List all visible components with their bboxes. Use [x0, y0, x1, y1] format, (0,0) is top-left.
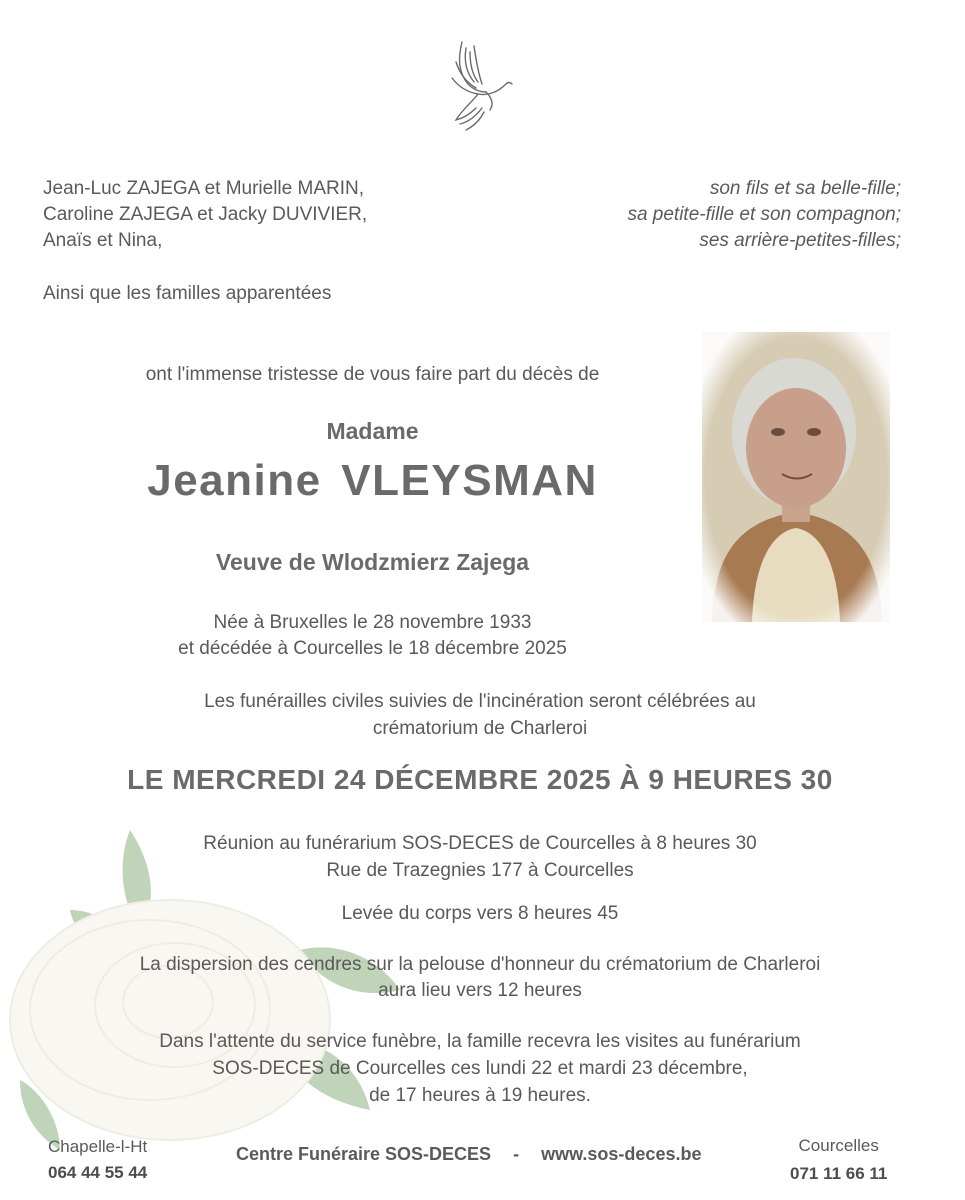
company-name: Centre Funéraire SOS-DECES	[236, 1144, 492, 1164]
family-names	[43, 176, 367, 254]
related-families: Ainsi que les familles apparentées	[43, 283, 332, 304]
relation-line: ses arrière-petites-filles;	[699, 230, 901, 251]
footer-right-contact	[790, 1132, 887, 1188]
widow-of: Veuve de Wlodzmierz Zajega	[215, 549, 530, 575]
funeral-line: Les funérailles civiles suivies de l'incinération seront célébrées au	[204, 691, 756, 712]
family-line: Jean-Luc ZAJEGA et Murielle MARIN,	[43, 178, 364, 199]
family-line: Anaïs et Nina,	[43, 230, 163, 251]
footer-left-contact	[48, 1134, 147, 1186]
visits-info	[40, 1028, 920, 1109]
family-relations	[627, 176, 901, 254]
dispersion-line: La dispersion des cendres sur la pelouse d'honneur du crématorium de Charleroi	[139, 954, 821, 975]
dispersion-info	[40, 952, 920, 1004]
death-line: et décédée à Courcelles le 18 décembre 2025	[178, 638, 567, 659]
ceremony-date: LE MERCREDI 24 DÉCEMBRE 2025 À 9 HEURES 30	[127, 764, 833, 795]
visits-line: Dans l'attente du service funèbre, la famille recevra les visites au funérarium	[159, 1031, 801, 1052]
relation-line: son fils et sa belle-fille;	[709, 178, 901, 199]
reunion-info	[40, 830, 920, 884]
reunion-line: Réunion au funérarium SOS-DECES de Courcelles à 8 heures 30	[203, 833, 757, 854]
footer-company	[236, 1144, 701, 1165]
dove-icon	[448, 38, 516, 134]
portrait-illustration	[702, 332, 890, 622]
birth-line: Née à Bruxelles le 28 novembre 1933	[213, 612, 532, 633]
visits-line: de 17 heures à 19 heures.	[369, 1085, 591, 1106]
levee-info: Levée du corps vers 8 heures 45	[341, 903, 619, 924]
deceased-title: Madame	[326, 418, 419, 444]
left-phone: 064 44 55 44	[48, 1163, 148, 1182]
funeral-info	[40, 688, 920, 742]
left-city: Chapelle-l-Ht	[48, 1137, 148, 1156]
right-phone: 071 11 66 11	[790, 1164, 888, 1183]
dispersion-line: aura lieu vers 12 heures	[378, 980, 582, 1001]
relation-line: sa petite-fille et son compagnon;	[627, 204, 901, 225]
announcement-intro: ont l'immense tristesse de vous faire part du décès de	[145, 364, 600, 385]
deceased-name: Jeanine VLEYSMAN	[147, 456, 598, 505]
footer-separator: -	[513, 1144, 520, 1164]
life-dates	[60, 610, 685, 662]
family-line: Caroline ZAJEGA et Jacky DUVIVIER,	[43, 204, 368, 225]
visits-line: SOS-DECES de Courcelles ces lundi 22 et mardi 23 décembre,	[212, 1058, 748, 1079]
funeral-line: crématorium de Charleroi	[372, 718, 588, 739]
portrait-photo	[702, 332, 890, 622]
right-city: Courcelles	[798, 1136, 879, 1155]
reunion-address: Rue de Trazegnies 177 à Courcelles	[326, 860, 634, 881]
website-link[interactable]: www.sos-deces.be	[541, 1144, 702, 1164]
